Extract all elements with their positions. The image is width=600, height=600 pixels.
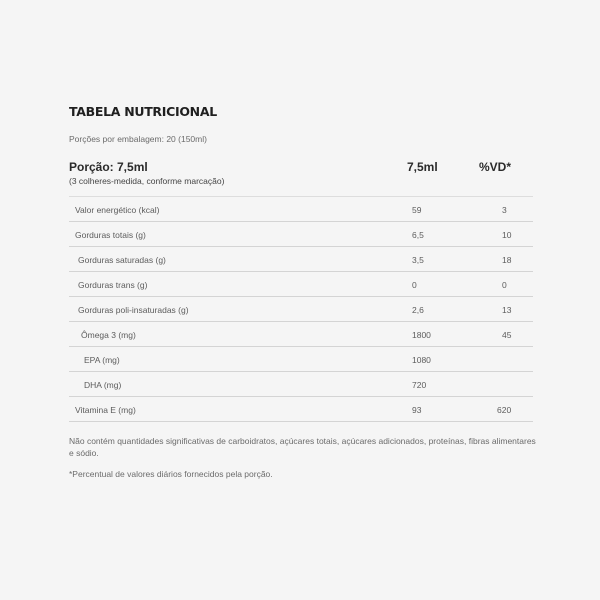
nutrient-quantity: 2,6: [412, 305, 424, 315]
nutrient-daily-value: 13: [502, 305, 512, 315]
nutrient-name: DHA (mg): [84, 380, 122, 390]
nutrient-quantity: 93: [412, 405, 422, 415]
nutrient-quantity: 59: [412, 205, 422, 215]
nutrient-name: EPA (mg): [84, 355, 120, 365]
nutrient-quantity: 6,5: [412, 230, 424, 240]
portion-description: (3 colheres-medida, conforme marcação): [69, 176, 225, 186]
nutrient-daily-value: 3: [502, 205, 507, 215]
nutrient-daily-value: 0: [502, 280, 507, 290]
nutrient-name: Vitamina E (mg): [75, 405, 136, 415]
portion-label: Porção: 7,5ml: [69, 160, 148, 174]
nutrient-quantity: 3,5: [412, 255, 424, 265]
nutrient-daily-value: 45: [502, 330, 512, 340]
table-row: [69, 297, 533, 322]
table-row: [69, 322, 533, 347]
table-row: [69, 272, 533, 297]
table-row: [69, 347, 533, 372]
nutrient-daily-value: 10: [502, 230, 512, 240]
nutrient-rows: [69, 196, 533, 422]
servings-per-package: Porções por embalagem: 20 (150ml): [69, 134, 207, 144]
nutrient-name: Gorduras saturadas (g): [78, 255, 166, 265]
daily-value-footnote: *Percentual de valores diários fornecidos pela porção.: [69, 469, 273, 479]
table-row: [69, 397, 533, 422]
nutrition-table: [69, 104, 536, 480]
daily-value-column-header: %VD*: [479, 160, 512, 174]
table-row: [69, 197, 533, 222]
nutrient-daily-value: 18: [502, 255, 512, 265]
table-row: [69, 372, 533, 397]
nutrient-name: Gorduras trans (g): [78, 280, 148, 290]
table-row: [69, 247, 533, 272]
nutrient-name: Gorduras poli-insaturadas (g): [78, 305, 189, 315]
quantity-column-header: 7,5ml: [407, 160, 438, 174]
nutrient-name: Valor energético (kcal): [75, 205, 160, 215]
nutrient-quantity: 1800: [412, 330, 431, 340]
nutrient-quantity: 0: [412, 280, 417, 290]
nutrient-quantity: 1080: [412, 355, 431, 365]
table-header: [69, 160, 533, 196]
insignificant-amounts-note: Não contém quantidades significativas de carboidratos, açúcares totais, açúcares adicionados, proteínas, fibras alimentares e sódio.: [69, 436, 536, 458]
nutrient-name: Ômega 3 (mg): [81, 330, 136, 340]
table-title: TABELA NUTRICIONAL: [69, 104, 217, 119]
nutrient-quantity: 720: [412, 380, 427, 390]
nutrient-name: Gorduras totais (g): [75, 230, 146, 240]
table-row: [69, 222, 533, 247]
nutrient-daily-value: 620: [497, 405, 512, 415]
